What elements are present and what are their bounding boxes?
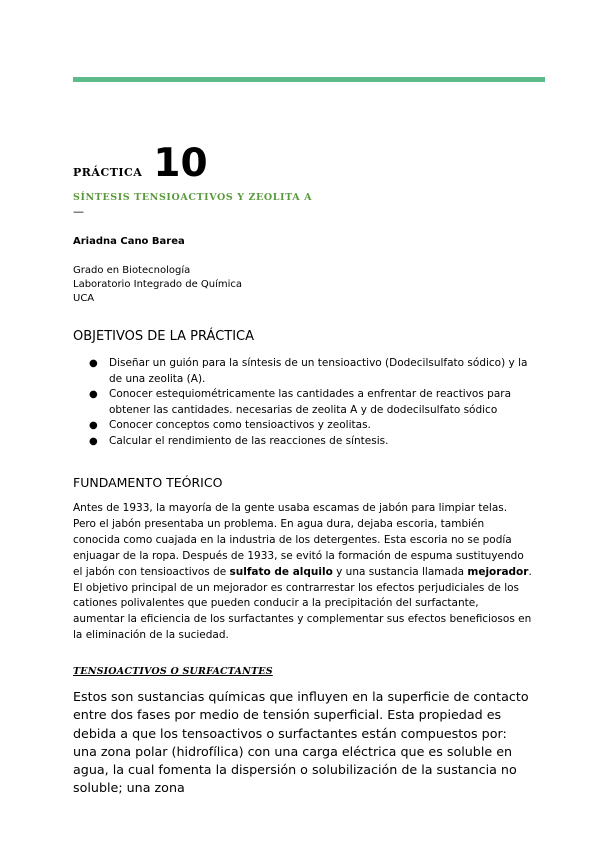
author-name: Ariadna Cano Barea xyxy=(73,236,185,247)
practice-label: PRÁCTICA xyxy=(73,166,143,179)
practice-subtitle: SÍNTESIS TENSIOACTIVOS Y ZEOLITA A xyxy=(73,192,313,203)
surfactants-subheading: TENSIOACTIVOS O SURFACTANTES xyxy=(73,666,273,677)
theory-bold-builder: mejorador xyxy=(467,565,529,578)
list-item xyxy=(73,356,533,387)
bullet-icon: ● xyxy=(89,358,98,369)
objective-text: Conocer estequiométricamente las cantidades a enfrentar de reactivos para obtener las cantidades. necesarias de zeolita A y de dodecilsulfato sódico xyxy=(109,388,512,416)
practice-number: 10 xyxy=(153,141,208,186)
affiliation-block xyxy=(73,264,242,306)
bullet-icon: ● xyxy=(89,389,98,400)
list-item xyxy=(73,434,533,450)
affiliation-university: UCA xyxy=(73,293,95,304)
theory-text-a: Antes de 1933, la mayoría de la gente usaba escamas de jabón para limpiar telas. Pero el jabón presentaba un problema. En agua dura, dejaba escoria, también conocida como cuajada en la industria de los detergentes. Esta escoria no se podía enjuagar de la ropa. Después de 1933, se evitó la formación de espuma sustituyendo el jabón con tensioactivos de xyxy=(73,502,524,578)
objective-text: Diseñar un guión para la síntesis de un tensioactivo (Dodecilsulfato sódico) y la de una zeolita (A). xyxy=(109,357,528,385)
objective-text: Conocer conceptos como tensioactivos y zeolitas. xyxy=(109,419,371,431)
bullet-icon: ● xyxy=(89,435,98,447)
objectives-list xyxy=(73,356,533,449)
affiliation-lab: Laboratorio Integrado de Química xyxy=(73,279,243,290)
objectives-heading: OBJETIVOS DE LA PRÁCTICA xyxy=(73,329,255,344)
theory-text-c: . El objetivo principal de un mejorador es contrarrestar los efectos perjudiciales de los cationes polivalentes que pueden conducir a la precipitación del surfactante, aumentar la eficiencia de los surfactantes y complementar sus efectos beneficiosos en la eliminación de la suciedad. xyxy=(73,565,532,642)
list-item xyxy=(73,387,533,418)
theory-text-b: y una sustancia llamada xyxy=(332,565,468,578)
practice-heading xyxy=(73,142,208,186)
theory-heading: FUNDAMENTO TEÓRICO xyxy=(73,475,223,490)
list-item xyxy=(73,418,533,434)
subtitle-dash: — xyxy=(73,205,84,218)
bullet-icon: ● xyxy=(89,420,98,431)
theory-bold-alkyl-sulfate: sulfato de alquilo xyxy=(229,565,333,578)
theory-paragraph xyxy=(73,501,533,644)
header-accent-rule xyxy=(73,77,545,82)
surfactants-paragraph: Estos son sustancias químicas que influyen en la superficie de contacto entre dos fases por medio de tensión superficial. Esta propiedad es debida a que los tensoactivos o surfactantes están compuestos por: una zona polar (hidrofílica) con una carga eléctrica que es soluble en agua, la cual fomenta la dispersión o solubilización de la sustancia no soluble; una zona xyxy=(73,689,529,796)
affiliation-degree: Grado en Biotecnología xyxy=(73,265,191,276)
objective-text: Calcular el rendimiento de las reacciones de síntesis. xyxy=(109,434,389,447)
